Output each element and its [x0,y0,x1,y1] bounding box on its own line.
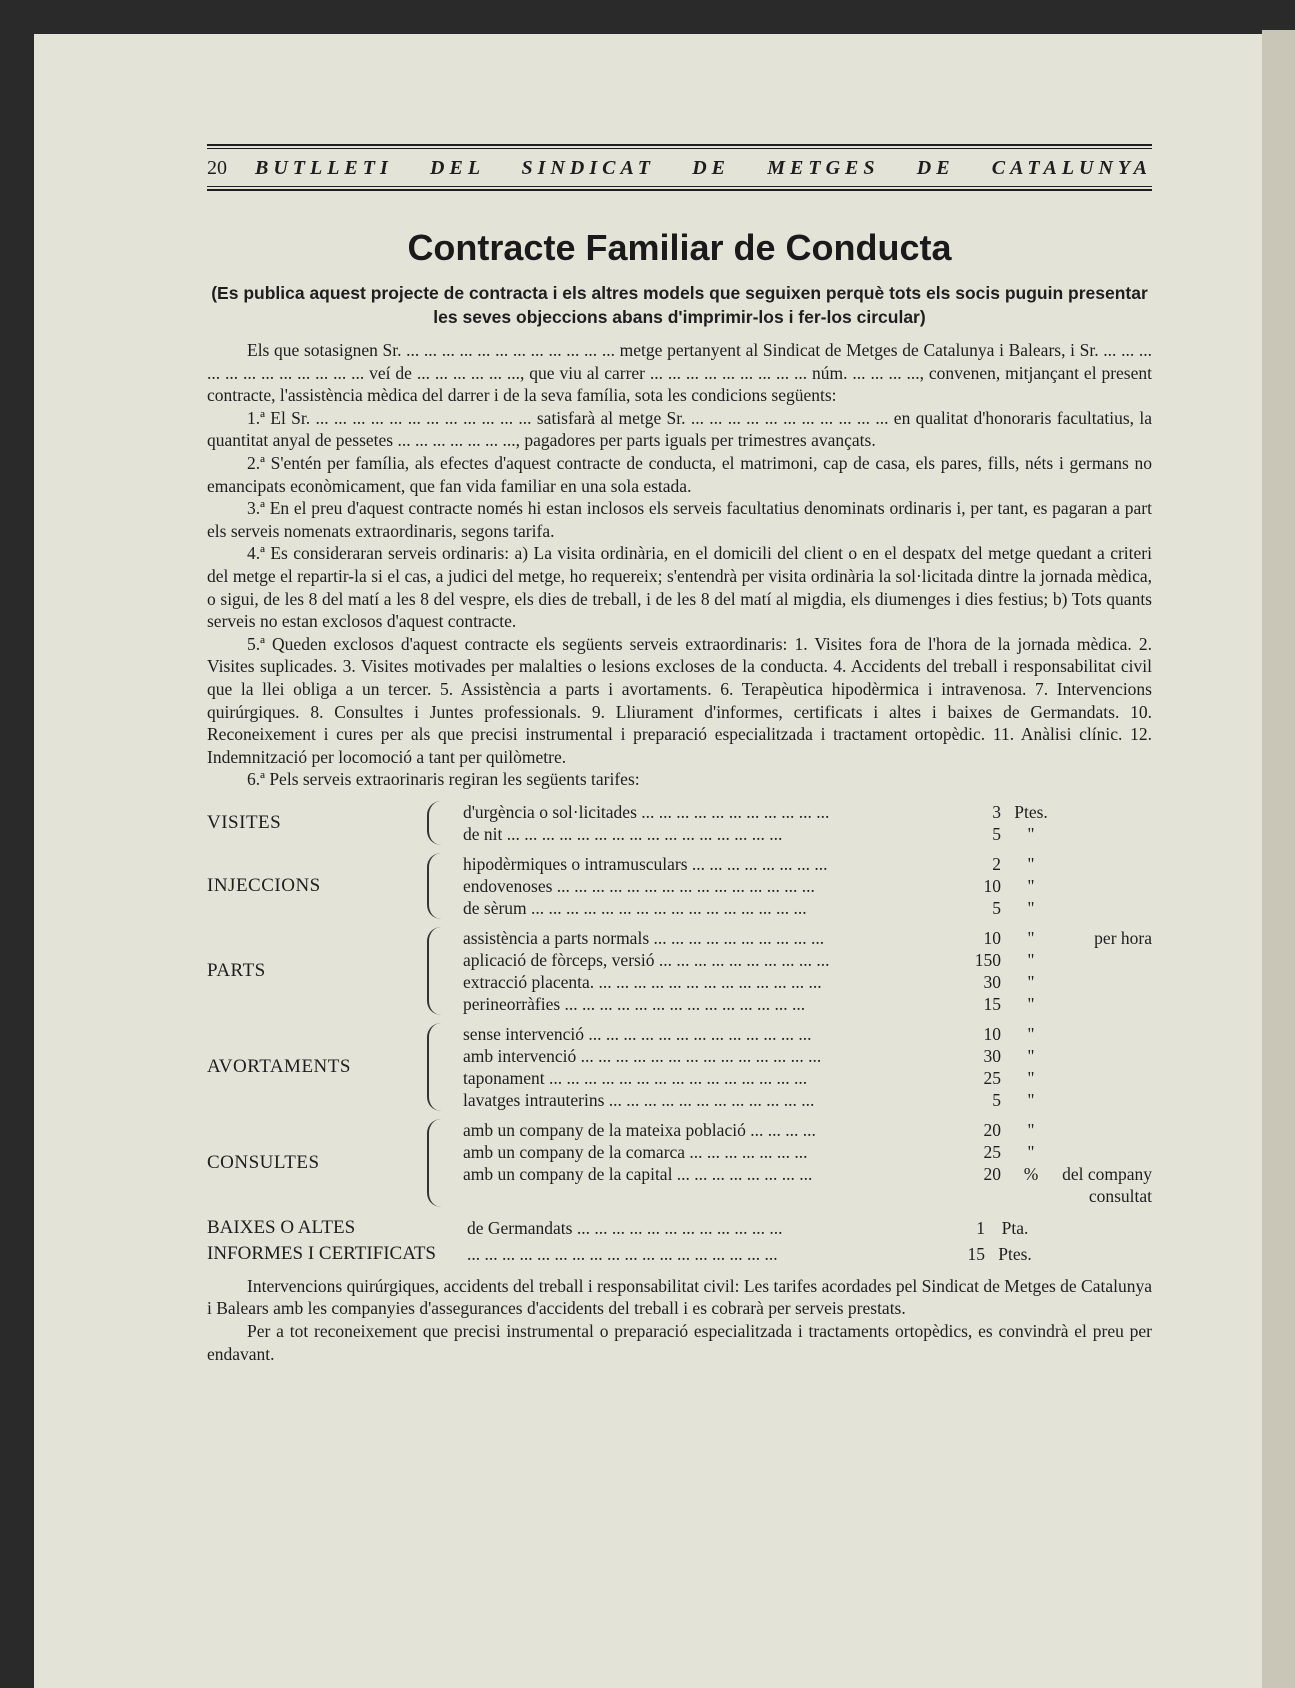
paragraph: Els que sotasignen Sr. ... ... ... ... ... ... ... ... ... ... ... ... metge pertanyent al Sindicat de Metges de Catalunya i Balears, i Sr. ... ... ... ... ... ... ... ... ... ... ... ... veí de ... ... ... ... ... ..., que viu al carrer ... ... ... ... ... ... ... ... ... núm. ... ... ... ..., convenen, mitjançant el present contracte, l'assistència mèdica del darrer i de la seva família, sota les condicions següents: [207,340,1152,406]
paragraph: 2.ª S'entén per família, als efectes d'aquest contracte de conducta, el matrimoni, cap de casa, els pares, fills, néts i germans no emancipats econòmicament, que fan vida familiar en una sola estada. [207,452,1152,496]
paragraph: 1.ª El Sr. ... ... ... ... ... ... ... ... ... ... ... ... satisfarà al metge Sr. ... ... ... ... ... ... ... ... ... ... ... en qualitat d'honoraris facultatius, la quantitat anyal de pessetes ... ... ... ... ... ... ..., pagadores per parts iguals per trimestres avançats. [207,407,1152,451]
tariff-row: aplicació de fòrceps, versió ... ... ... ... ... ... ... ... ... ... 150 " [463,949,1035,970]
tariff-row: amb un company de la capital ... ... ... ... ... ... ... ... 20 % del company consultat [463,1163,1152,1206]
tariff-group-parts [207,927,1152,1015]
paragraph: 4.ª Es consideraran serveis ordinaris: a) La visita ordinària, en el domicili del client o en el despatx del metge quedant a criteri del metge el repartir-la si el cas, a judici del metge, ho requereix; s'entendrà per visita ordinària la sol·licitada dintre la jornada mèdica, o sigui, de les 8 del matí a les 8 del vespre, els dies de treball, i de les 8 del matí al migdia, els diumenges i dies festius; b) Tots quants serveis no estan exclosos d'aquest contracte. [207,543,1152,632]
tariff-category: CONSULTES [207,1151,320,1173]
brace [427,1119,453,1207]
tariff-category: INJECCIONS [207,874,321,896]
tariff-group-injeccions [207,853,1152,919]
document-content [207,144,1152,1365]
tariff-group-consultes [207,1119,1152,1207]
tariff-group-avortaments [207,1023,1152,1111]
tariff-row: taponament ... ... ... ... ... ... ... ... ... ... ... ... ... ... ... 25 " [463,1067,1035,1088]
tariff-table [207,801,1152,1267]
header-rule-top-thin [207,148,1152,149]
tariff-row: hipodèrmiques o intramusculars ... ... ... ... ... ... ... ... 2 " [463,853,1035,874]
running-header [207,157,1152,180]
tariff-row: d'urgència o sol·licitades ... ... ... ... ... ... ... ... ... ... ... 3 Ptes. [463,801,1048,822]
tariff-row: de nit ... ... ... ... ... ... ... ... ... ... ... ... ... ... ... ... 5 " [463,823,1035,844]
tariff-row: amb un company de la mateixa població ... ... ... ... 20 " [463,1119,1035,1140]
contract-clauses [207,339,1152,791]
tariff-row: amb un company de la comarca ... ... ... ... ... ... ... 25 " [463,1141,1035,1162]
closing-notes [207,1275,1152,1365]
tariff-row: sense intervenció ... ... ... ... ... ... ... ... ... ... ... ... ... 10 " [463,1023,1035,1044]
page-edge [1262,30,1295,1688]
header-rule-bottom [207,189,1152,191]
paragraph: 5.ª Queden exclosos d'aquest contracte els següents serveis extraordinaris: 1. Visites fora de l'hora de la jornada mèdica. 2. Visites suplicades. 3. Visites motivades per malalties o lesions excloses de la conducta. 4. Accidents del treball i responsabilitat civil que la llei obliga a un tercer. 5. Assistència a parts i avortaments. 6. Terapèutica hipodèrmica i intravenosa. 7. Intervencions quirúrgiques. 8. Consultes i Juntes professionals. 9. Lliurament d'informes, certificats i altes i baixes de Germandats. 10. Reconeixement i cures per als que precisi instrumental i preparació especialitzada i tractament ortopèdic. 11. Anàlisi clínic. 12. Indemnització per locomoció a tant per quilòmetre. [207,633,1152,767]
tariff-row: endovenoses ... ... ... ... ... ... ... ... ... ... ... ... ... ... ... 10 " [463,875,1035,896]
document-title: Contracte Familiar de Conducta [407,227,952,268]
paragraph: Intervencions quirúrgiques, accidents del treball i responsabilitat civil: Les tarifes acordades pel Sindicat de Metges de Catalunya i Balears amb les companyies d'assegurances d'accidents del treball i es cobrarà per serveis prestats. [207,1275,1153,1319]
paragraph: 6.ª Pels serveis extraorinaris regiran les següents tarifes: [247,769,640,790]
tariff-category: VISITES [207,811,282,833]
brace [427,853,453,919]
tariff-category: PARTS [207,959,266,981]
header-rule-top [207,144,1152,146]
tariff-row: extracció placenta. ... ... ... ... ... ... ... ... ... ... ... ... ... 30 " [463,971,1035,992]
page-number: 20 [207,157,227,179]
document-subtitle: (Es publica aquest projecte de contracta i els altres models que seguixen perquè tots els socis puguin presentar les seves objeccions abans d'imprimir-los i fer-los circular) [211,283,1148,327]
tariff-line-informes: INFORMES I CERTIFICATS ... ... ... ... ... ... ... ... ... ... ... ... ... ... ... ... ... ... 15 Ptes. [207,1242,1032,1264]
paragraph: Per a tot reconeixement que precisi instrumental o preparació especialitzada i tractaments ortopèdics, es convindrà el preu per endavant. [207,1321,1152,1364]
tariff-row: assistència a parts normals ... ... ... ... ... ... ... ... ... ... 10 " per hora [463,927,1152,948]
tariff-group-visites [207,801,1152,845]
journal-title: BUTLLETI DEL SINDICAT DE METGES DE CATALUNYA [255,157,1152,179]
tariff-row: lavatges intrauterins ... ... ... ... ... ... ... ... ... ... ... ... 5 " [463,1089,1035,1110]
paragraph: 3.ª En el preu d'aquest contracte només hi estan inclosos els serveis facultatius denominats ordinaris i, per tant, es pagaran a part els serveis nomenats extraordinaris, segons tarifa. [207,498,1152,541]
tariff-category: AVORTAMENTS [207,1055,351,1077]
header-rule-bottom-thin [207,186,1152,187]
tariff-row: amb intervenció ... ... ... ... ... ... ... ... ... ... ... ... ... ... 30 " [463,1045,1035,1066]
brace [427,927,453,1015]
brace [427,1023,453,1111]
tariff-line-baixes: BAIXES O ALTES de Germandats ... ... ... ... ... ... ... ... ... ... ... ... 1 Pta. [207,1216,1029,1238]
tariff-row: perineorràfies ... ... ... ... ... ... ... ... ... ... ... ... ... ... 15 " [463,993,1035,1014]
brace [427,801,453,845]
tariff-row: de sèrum ... ... ... ... ... ... ... ... ... ... ... ... ... ... ... ... 5 " [463,897,1035,918]
